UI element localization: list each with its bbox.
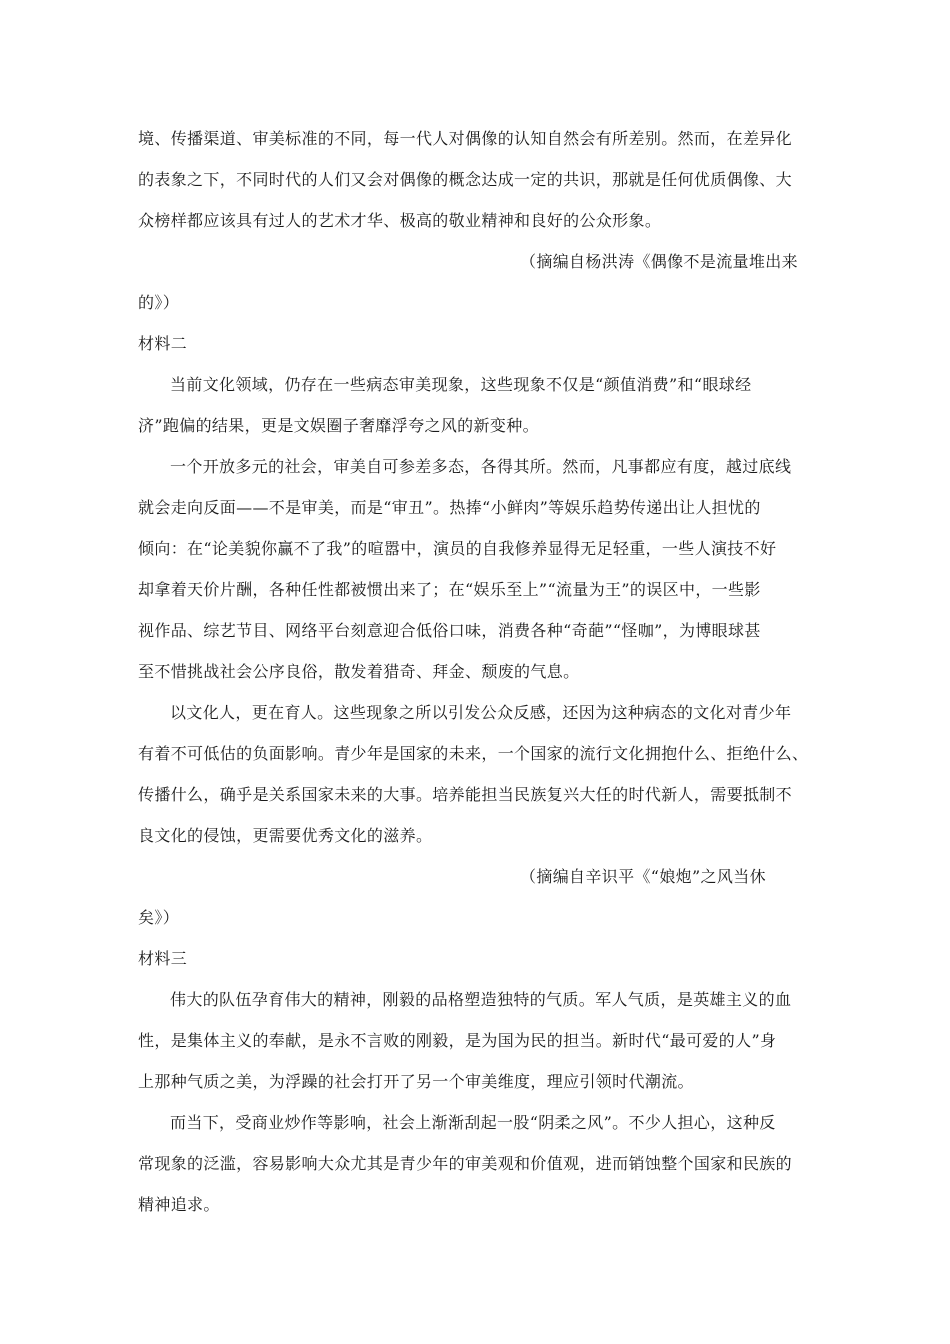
text-line: 以文化人，更在育人。这些现象之所以引发公众反感，还因为这种病态的文化对青少年 xyxy=(170,703,792,722)
text-line: 一个开放多元的社会，审美自可参差多态，各得其所。然而，凡事都应有度，越过底线 xyxy=(170,457,792,476)
paragraph xyxy=(138,446,820,692)
text-line: 济”跑偏的结果，更是文娱圈子奢靡浮夸之风的新变种。 xyxy=(138,416,539,435)
material-1-tail xyxy=(138,118,820,323)
text-line: 视作品、综艺节目、网络平台刻意迎合低俗口味，消费各种“奇葩”“怪咖”，为博眼球甚 xyxy=(138,621,761,640)
document-page xyxy=(138,118,820,1225)
paragraph xyxy=(138,692,820,856)
text-line: 上那种气质之美，为浮躁的社会打开了另一个审美维度，理应引领时代潮流。 xyxy=(138,1072,694,1091)
text-line: 传播什么，确乎是关系国家未来的大事。培养能担当民族复兴大任的时代新人，需要抵制不 xyxy=(138,785,793,804)
text-line: 性，是集体主义的奉献，是永不言败的刚毅，是为国为民的担当。新时代“最可爱的人”身 xyxy=(138,1031,777,1050)
text-line: 当前文化领域，仍存在一些病态审美现象，这些现象不仅是“颜值消费”和“眼球经 xyxy=(170,375,752,394)
text-line: 良文化的侵蚀，更需要优秀文化的滋养。 xyxy=(138,826,433,845)
material-3 xyxy=(138,938,820,1225)
text-line: 众榜样都应该具有过人的艺术才华、极高的敬业精神和良好的公众形象。 xyxy=(138,211,662,230)
text-line: 倾向：在“论美貌你赢不了我”的喧嚣中，演员的自我修养显得无足轻重，一些人演技不好 xyxy=(138,539,777,558)
text-line: 的表象之下，不同时代的人们又会对偶像的概念达成一定的共识，那就是任何优质偶像、大 xyxy=(138,170,793,189)
source-citation: （摘编自辛识平《“娘炮”之风当休 xyxy=(520,867,766,886)
text-line: 常现象的泛滥，容易影响大众尤其是青少年的审美观和价值观，进而销蚀整个国家和民族的 xyxy=(138,1154,793,1173)
paragraph xyxy=(138,364,820,446)
paragraph xyxy=(138,979,820,1102)
text-line: 却拿着天价片酬，各种任性都被惯出来了；在“娱乐至上”“流量为王”的误区中，一些影 xyxy=(138,580,761,599)
source-citation-continued: 矣》） xyxy=(138,908,180,927)
text-line: 伟大的队伍孕育伟大的精神，刚毅的品格塑造独特的气质。军人气质，是英雄主义的血 xyxy=(170,990,792,1009)
text-line: 有着不可低估的负面影响。青少年是国家的未来，一个国家的流行文化拥抱什么、拒绝什么、 xyxy=(138,744,809,763)
material-2 xyxy=(138,323,820,938)
text-line: 境、传播渠道、审美标准的不同，每一代人对偶像的认知自然会有所差别。然而，在差异化 xyxy=(138,129,793,148)
text-line: 至不惜挑战社会公序良俗，散发着猎奇、拜金、颓废的气息。 xyxy=(138,662,580,681)
section-heading: 材料三 xyxy=(138,949,188,968)
source-citation: （摘编自杨洪涛《偶像不是流量堆出来 xyxy=(520,252,798,271)
text-line: 而当下，受商业炒作等影响，社会上渐渐刮起一股“阴柔之风”。不少人担心，这种反 xyxy=(170,1113,776,1132)
section-heading: 材料二 xyxy=(138,334,188,353)
paragraph xyxy=(138,1102,820,1225)
source-citation-continued: 的》） xyxy=(138,293,180,312)
text-line: 精神追求。 xyxy=(138,1195,220,1214)
text-line: 就会走向反面——不是审美，而是“审丑”。热捧“小鲜肉”等娱乐趋势传递出让人担忧的 xyxy=(138,498,761,517)
